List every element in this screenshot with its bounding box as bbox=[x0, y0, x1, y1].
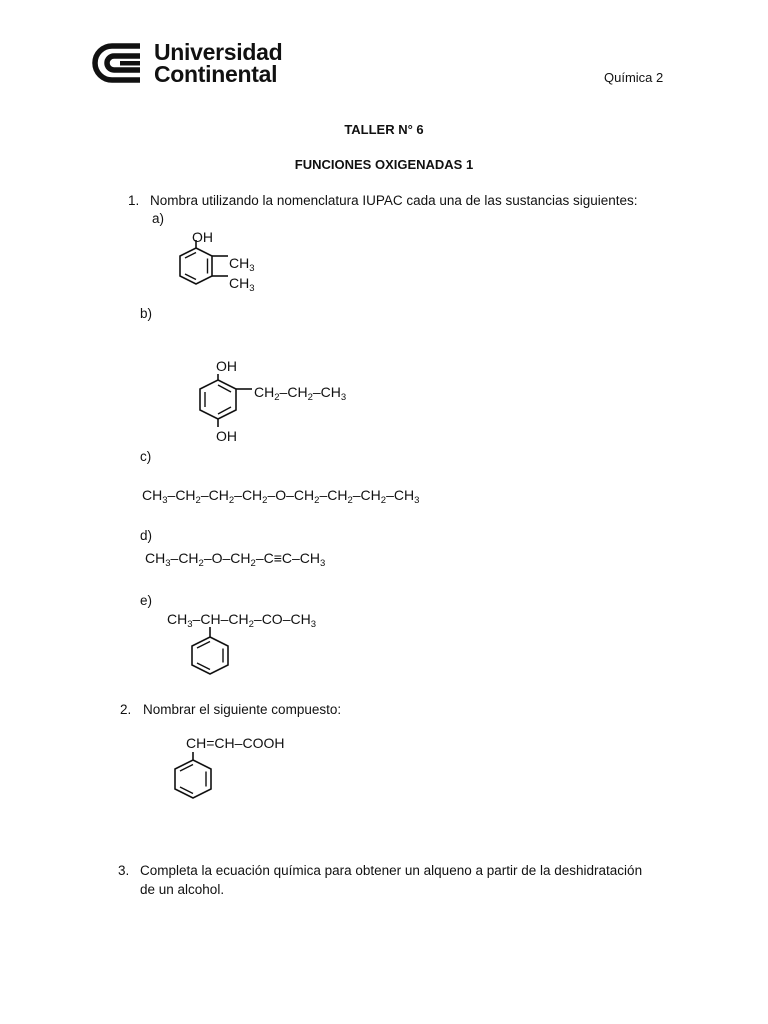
q2-chain: CH=CH–COOH bbox=[186, 735, 285, 751]
logo-text-line1: Universidad bbox=[154, 39, 283, 65]
page-subtitle: FUNCIONES OXIGENADAS 1 bbox=[294, 157, 474, 172]
q3-text-line2: de un alcohol. bbox=[140, 882, 225, 897]
q3-text-line1: Completa la ecuación química para obtener un alqueno a partir de la deshidratación bbox=[140, 863, 643, 878]
q1c-label: c) bbox=[140, 449, 152, 464]
q3-number: 3. bbox=[118, 863, 130, 878]
logo-text-line2: Continental bbox=[154, 61, 278, 87]
course-name: Química 2 bbox=[604, 70, 664, 85]
q1e-benzene-ring bbox=[188, 627, 238, 679]
q1b-propyl-chain: $CH_2-CH_2-CH_3$ bbox=[254, 384, 347, 403]
q1c-formula: $CH_3-CH_2-CH_2-CH_2-O-CH_2-CH_2-CH_2-CH_3$ bbox=[142, 487, 420, 506]
q1a-ch3-bottom: $CH_3$ bbox=[229, 275, 255, 294]
q1e-chain: $CH_3-CH-CH_2-CO-CH_3$ bbox=[167, 611, 317, 630]
q1d-label: d) bbox=[140, 528, 153, 543]
q2-text: Nombrar el siguiente compuesto: bbox=[143, 702, 342, 717]
logo-mark-icon bbox=[92, 42, 148, 84]
q1b-oh-bottom: OH bbox=[216, 428, 237, 444]
q1b-structure bbox=[196, 374, 266, 434]
q1e-label: e) bbox=[140, 593, 153, 608]
q1-text: Nombra utilizando la nomenclatura IUPAC cada una de las sustancias siguientes: bbox=[150, 193, 638, 208]
q1d-formula: $CH_3-CH_2-O-CH_2-C\equiv C-CH_3$ bbox=[145, 550, 326, 569]
q2-number: 2. bbox=[120, 702, 132, 717]
q1a-ch3-top: $CH_3$ bbox=[229, 255, 255, 274]
q2-benzene-ring bbox=[171, 752, 221, 804]
q1a-oh: OH bbox=[192, 229, 213, 245]
q1b-label: b) bbox=[140, 306, 153, 321]
q1b-oh-top: OH bbox=[216, 358, 237, 374]
q1a-label: a) bbox=[152, 211, 165, 226]
page-title: TALLER N° 6 bbox=[344, 122, 424, 137]
q1-number: 1. bbox=[128, 193, 140, 208]
